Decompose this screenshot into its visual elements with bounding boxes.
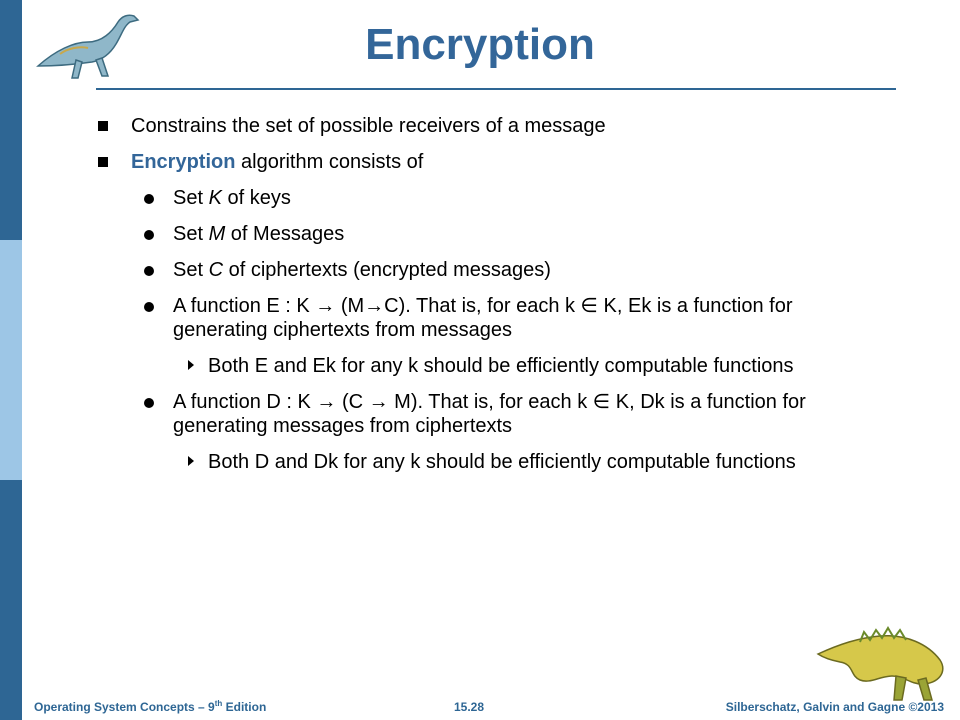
math-var: M	[208, 223, 226, 245]
bullet-text: A function D : K → (C → M). That is, for each k ∈ K, Dk is a function for generating messages from ciphertexts	[173, 391, 806, 437]
round-bullet-icon	[144, 266, 154, 276]
math-var: C	[208, 259, 224, 281]
footer-text: Operating System Concepts – 9	[34, 700, 215, 714]
bullet-text: Set	[173, 187, 209, 209]
triangle-bullet-icon	[188, 360, 194, 370]
sub-bullet-item	[96, 222, 836, 246]
sub-sub-bullet-item	[96, 354, 836, 378]
bullet-text: Constrains the set of possible receivers of a message	[131, 115, 606, 137]
bullet-item	[96, 114, 836, 138]
sub-bullet-item	[96, 258, 836, 282]
bullet-text: A function E : K → (M→C). That is, for each k ∈ K, Ek is a function for generating ciphertexts from messages	[173, 295, 793, 341]
bullet-text: Both D and Dk for any k should be efficiently computable functions	[208, 451, 796, 473]
bullet-text: of ciphertexts (encrypted messages)	[223, 259, 551, 281]
bullet-text: Both E and Ek for any k should be efficiently computable functions	[208, 355, 794, 377]
highlight-term: Encryption	[131, 151, 236, 173]
bullet-text: Set	[173, 223, 209, 245]
title-divider	[96, 88, 896, 90]
bullet-text: of keys	[221, 187, 291, 209]
footer-text: Edition	[222, 700, 267, 714]
math-var: K	[208, 187, 222, 209]
bullet-item	[96, 150, 836, 174]
sub-bullet-item	[96, 186, 836, 210]
slide-title: Encryption	[365, 20, 595, 69]
sub-bullet-item	[96, 294, 836, 342]
bullet-text: algorithm consists of	[235, 151, 424, 173]
round-bullet-icon	[144, 302, 154, 312]
round-bullet-icon	[144, 194, 154, 204]
round-bullet-icon	[144, 230, 154, 240]
round-bullet-icon	[144, 398, 154, 408]
footer-book-title	[34, 699, 266, 714]
bullet-text: of Messages	[225, 223, 345, 245]
square-bullet-icon	[98, 121, 108, 131]
sub-bullet-item	[96, 390, 836, 438]
sidebar-highlight-segment	[0, 240, 22, 480]
sub-sub-bullet-item	[96, 450, 836, 474]
footer-page-number: 15.28	[454, 700, 485, 714]
left-sidebar-bar	[0, 0, 22, 720]
footer-superscript: th	[214, 699, 223, 708]
slide-content	[96, 114, 836, 486]
bullet-text: Set	[173, 259, 209, 281]
dinosaur-logo-bottom	[810, 614, 950, 704]
triangle-bullet-icon	[188, 456, 194, 466]
square-bullet-icon	[98, 157, 108, 167]
footer-authors: Silberschatz, Galvin and Gagne ©2013	[725, 700, 944, 714]
